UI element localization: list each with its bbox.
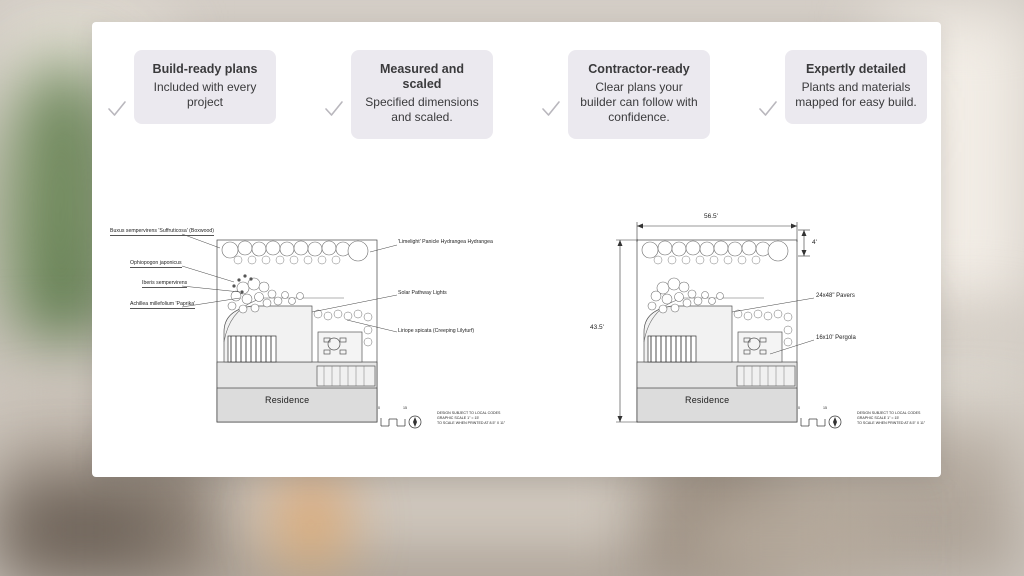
feature-pill [134, 50, 276, 124]
feature-title: Expertly detailed [805, 62, 907, 76]
dimension-width: 56.5' [704, 213, 718, 220]
dimension-height: 43.5' [590, 324, 604, 331]
feature-description: Included with every project [153, 80, 257, 109]
scale-tick-zero: 0 [378, 406, 380, 410]
feature-pill [785, 50, 927, 124]
scale-note-graphic: GRAPHIC SCALE 1" = 15' [437, 416, 480, 420]
callout-pavers: 24x48" Pavers [816, 293, 855, 299]
residence-label: Residence [685, 395, 730, 405]
check-icon [757, 98, 779, 124]
check-icon [540, 98, 562, 124]
background-flame [288, 478, 334, 564]
scale-note-codes: DESIGN SUBJECT TO LOCAL CODES [857, 411, 921, 415]
feature-list [92, 50, 941, 182]
graphic-scale-bar [799, 414, 851, 432]
landscape-plan-left [110, 202, 506, 457]
callout-hydrangea: 'Limelight' Panicle Hydrangea Hydrangea [398, 239, 493, 245]
scale-tick-zero: 0 [798, 406, 800, 410]
check-icon [106, 98, 128, 124]
callout-liriope: Liriope spicata (Creeping Lilyturf) [398, 328, 475, 334]
background-foreground-left [0, 480, 170, 576]
feature-item-expertly-detailed [757, 50, 927, 182]
landscape-plan-right [532, 202, 926, 457]
scale-note-graphic: GRAPHIC SCALE 1" = 15' [857, 416, 900, 420]
feature-title: Build-ready plans [152, 62, 258, 76]
scale-note-print: TO SCALE WHEN PRINTED AT 8.5" X 11" [857, 421, 926, 425]
plant-annotation-boxwood: Buxus sempervirens 'Suffruticosa' (Boxwood) [110, 228, 214, 234]
residence-label: Residence [265, 395, 310, 405]
plant-annotation-iberis: Iberis sempervirens [142, 280, 188, 286]
feature-description: Clear plans your builder can follow with confidence. [580, 80, 698, 124]
feature-title: Contractor-ready [588, 62, 690, 76]
content-card [92, 22, 941, 477]
scale-tick-mid: 15 [403, 406, 407, 410]
feature-description: Specified dimensions and scaled. [365, 95, 479, 124]
check-icon [323, 98, 345, 124]
scale-note-codes: DESIGN SUBJECT TO LOCAL CODES [437, 411, 501, 415]
feature-item-build-ready-plans [106, 50, 276, 182]
plant-annotation-achillea: Achillea millefolium 'Paprika' [130, 301, 196, 307]
scale-note-print: TO SCALE WHEN PRINTED AT 8.5" X 11" [437, 421, 506, 425]
callout-pergola: 16x10' Pergola [816, 335, 856, 341]
graphic-scale-bar [379, 414, 431, 432]
feature-title: Measured and scaled [379, 62, 465, 91]
feature-pill [568, 50, 710, 139]
callout-pathway-lights: Solar Pathway Lights [398, 290, 447, 296]
feature-item-contractor-ready [540, 50, 710, 182]
plant-annotation-ophiopogon: Ophiopogon japonicus [130, 260, 182, 266]
scale-tick-mid: 15 [823, 406, 827, 410]
feature-pill [351, 50, 493, 139]
dimension-offset: 4' [812, 239, 817, 246]
feature-description: Plants and materials mapped for easy build. [795, 80, 917, 109]
feature-item-measured-and-scaled [323, 50, 493, 182]
background-cushion [680, 500, 880, 576]
